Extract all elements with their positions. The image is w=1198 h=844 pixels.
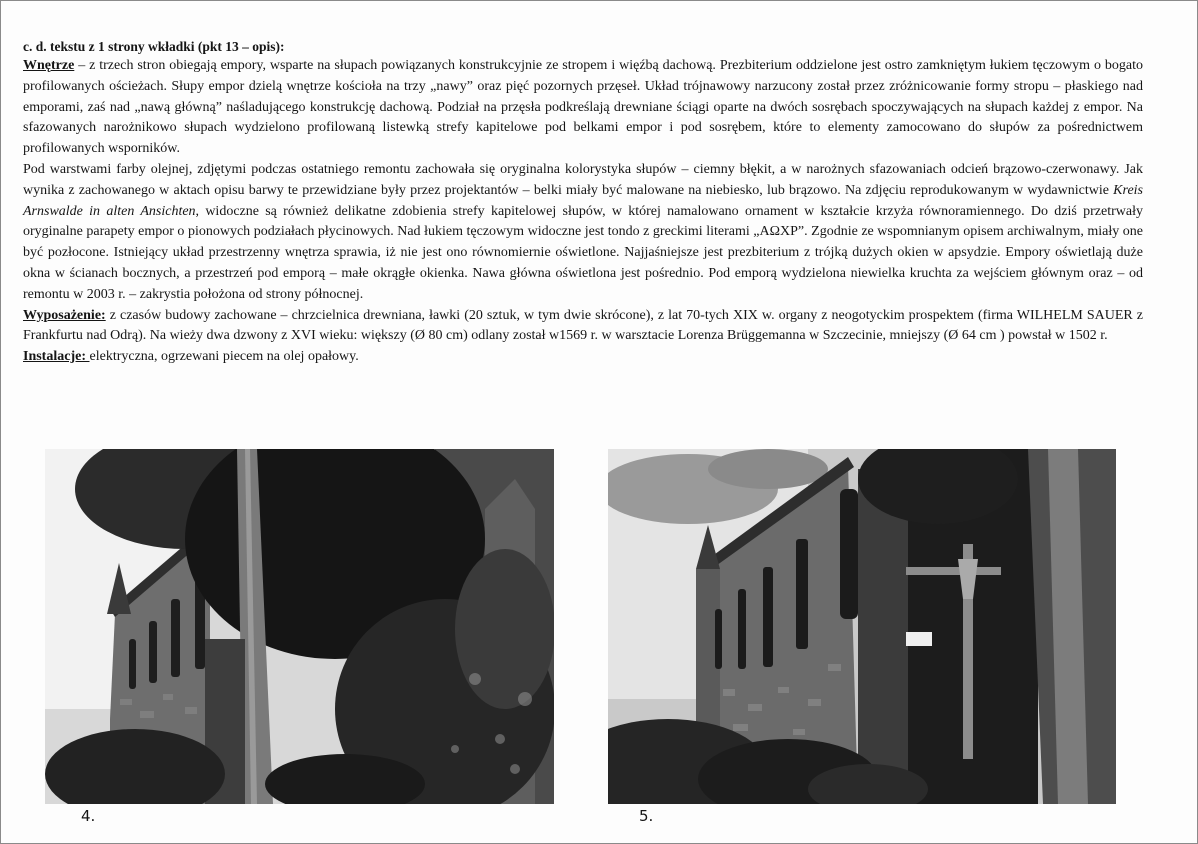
- photo-4-number: 4.: [81, 807, 96, 825]
- equipment-paragraph: [23, 306, 1143, 348]
- installations-text: elektryczna, ogrzewani piecem na olej opałowy.: [89, 349, 359, 365]
- description-text: [23, 56, 1143, 368]
- equipment-text: z czasów budowy zachowane – chrzcielnica drewniana, ławki (20 sztuk, w tym dwie skrócone), z lat 70-tych XIX w. organy z neogotyckim prospektem (firma WILHELM SAUER z Frankfurtu nad Odrą). Na wieży dwa dzwony z XVI wieku: większy (Ø 80 cm) odlany został w1569 r. w warsztacie Lorenza Brüggemanna w Szczecinie, mniejszy (Ø 64 cm ) powstał w 1502 r.: [23, 307, 1143, 344]
- church-photo-4: [45, 449, 554, 804]
- interior-text: – z trzech stron obiegają empory, wsparte na słupach powiązanych konstrukcyjnie ze stropem i więźbą dachową. Prezbiterium oddzielone jest ostro zamkniętym łukiem tęczowym o bogato profilowanych ościeżach. Słupy empor dzielą wnętrze kościoła na trzy „nawy” oraz pięć pozornych przęseł. Układ trójnawowy narzucony został przez zróżnicowanie formy stropu – płaskiego nad emporami, zaś nad „nawą główną” naśladującego konstrukcję dachową. Podział na przęsła podkreślają drewniane ściągi oparte na dwóch sosrębach spoczywających na słupach każdej z empor. Na sfazowanych narożnikowo słupach wydzielono profilowaną listewką strefy kapitelowe pod belkami empor i pod sosrębem, które to elementy zamocowano do słupów za pośrednictwem profilowanych wsporników.: [23, 58, 1143, 157]
- interior-paragraph: [23, 56, 1143, 160]
- interior-label: Wnętrze: [23, 58, 75, 73]
- equipment-label: Wyposażenie:: [23, 307, 106, 323]
- publication-title: Kreis Arnswalde in alten Ansichten: [23, 182, 1143, 219]
- installations-label: Instalacje:: [23, 349, 90, 365]
- church-photo-4-image: [45, 449, 554, 804]
- paint-text-after: , widoczne są również delikatne zdobienia strefy kapitelowej słupów, w której namalowano ornament w kształcie krzyża równoramiennego. Do dziś przetrwały oryginalne parapety empor o pionowych podziałach płycinowych. Nad łukiem tęczowym widoczne jest tondo z greckimi literami „AΩXP”. Zgodnie ze wspomnianym opisem archiwalnym, miały one być pozłocone. Istniejący układ przestrzenny wnętrza sprawia, iż nie jest ono równomiernie oświetlone. Najjaśniejsze jest prezbiterium z trójką dużych okien w apsydzie. Empory oświetlają duże okna w ścianach bocznych, a przestrzeń pod emporą – małe okrągłe okienka. Nawa główna oświetlona jest pośrednio. Pod emporą wydzielona niewielka kruchta za wejściem głównym oraz – od remontu w 2003 r. – zakrystia położona od strony północnej.: [23, 203, 1143, 302]
- paint-text-before: Pod warstwami farby olejnej, zdjętymi podczas ostatniego remontu zachowała się oryginalna kolorystyka słupów – ciemny błękit, a w narożnych sfazowaniach odcień brązowo-czerwonawy. Jak wynika z zachowanego w aktach opisu barwy te przewidziane były przez projektantów – belki miały być malowane na niebiesko, lub brązowo. Na zdjęciu reprodukowanym w wydawnictwie: [23, 161, 1143, 198]
- installations-paragraph: [23, 347, 1143, 368]
- church-photo-5: [608, 449, 1116, 804]
- photo-5-number: 5.: [639, 807, 654, 825]
- continuation-heading: c. d. tekstu z 1 strony wkładki (pkt 13 – opis):: [23, 39, 285, 54]
- paint-paragraph: [23, 160, 1143, 306]
- church-photo-5-image: [608, 449, 1116, 804]
